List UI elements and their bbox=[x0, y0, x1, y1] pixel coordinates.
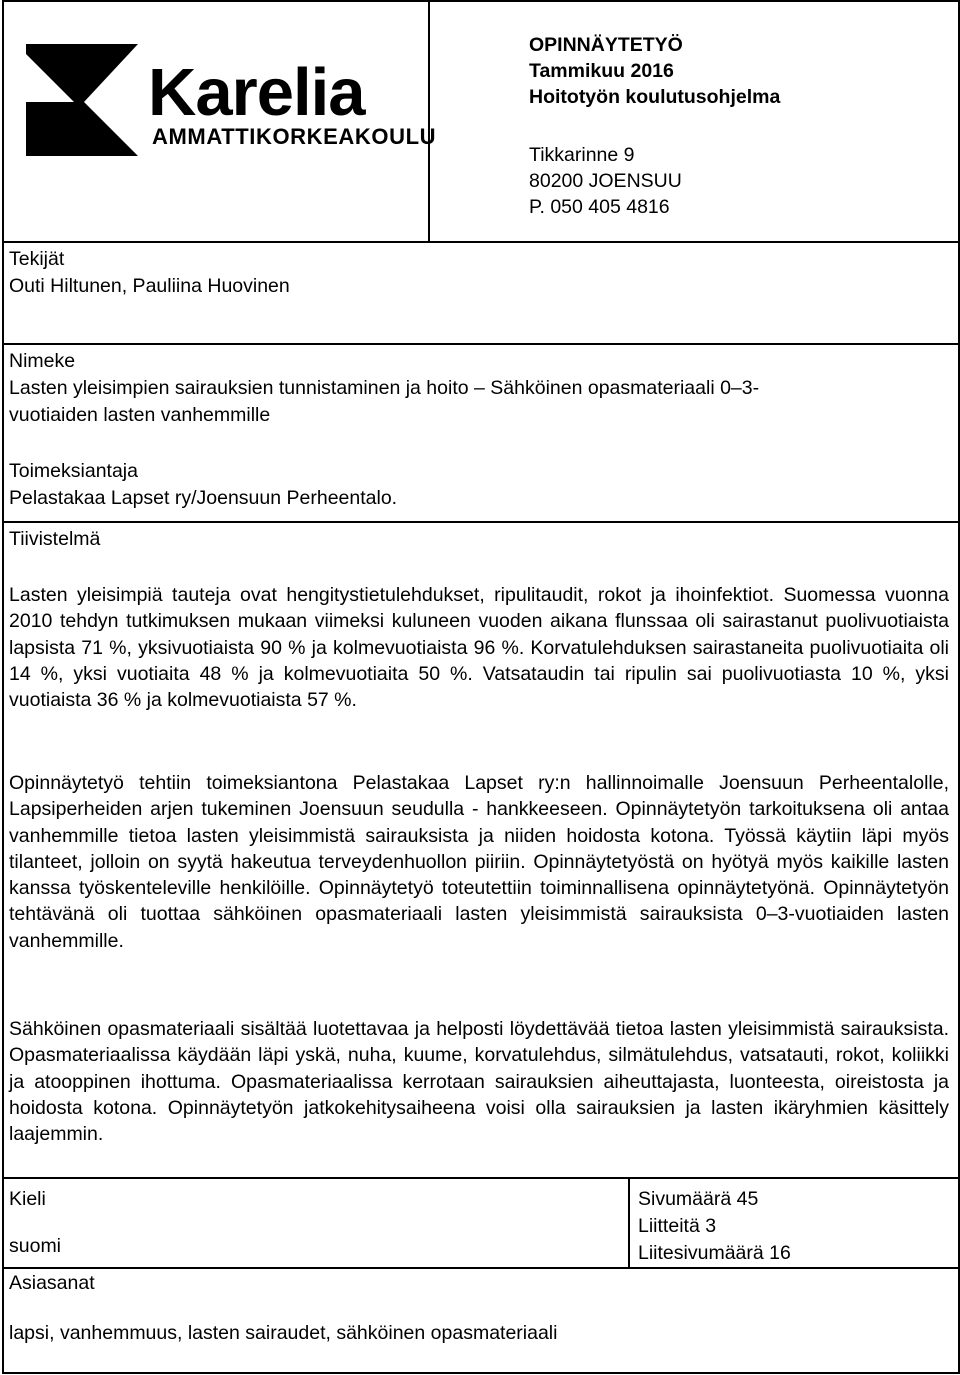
title-line-1: Lasten yleisimpien sairauksien tunnistaminen ja hoito – Sähköinen opasmateriaali 0–3- bbox=[9, 377, 760, 399]
title-line-2: vuotiaiden lasten vanhemmille bbox=[9, 404, 271, 426]
abstract-paragraph-2: Opinnäytetyö tehtiin toimeksiantona Pelastakaa Lapset ry:n hallinnoimalle Joensuun Perheentalolle, Lapsiperheiden arjen tukeminen Joensuun seudulla - hankkeeseen. Opinnäytetyön tarkoituksena oli antaa vanhemmille tietoa lasten yleisimmistä sairauksista ja niiden hoidosta kotona. Työssä käytiin läpi myös tilanteet, jolloin on syytä hakeutua terveydenhuollon piiriin. Opinnäytetyöstä on hyötyä myös kaikille lasten kanssa työskenteleville henkilöille. Opinnäytetyö toteutettiin toiminnallisena opinnäytetyönä. Opinnäytetyön tehtävänä oli tuottaa sähköinen opasmateriaali lasten yleisimmistä sairauksista 0–3-vuotiaiden lasten vanhemmille. bbox=[9, 772, 949, 952]
abstract-paragraph-3: Sähköinen opasmateriaali sisältää luotettavaa ja helposti löydettävää tietoa lasten yleisimmistä sairauksista. Opasmateriaalissa käydään läpi yskä, nuha, kuume, korvatulehdus, silmätulehdus, vatsatauti, rokot, koliikki ja atooppinen ihottuma. Opasmateriaalissa kerrotaan sairauksien aiheuttajasta, luonteesta, oireistosta ja hoidosta kotona. Opinnäytetyön jatkokehitysaiheena voisi olla sairauksien ja lasten ikäryhmien käsittely laajemmin. bbox=[9, 1018, 949, 1146]
language-value: suomi bbox=[9, 1235, 62, 1257]
abstract-label: Tiivistelmä bbox=[9, 528, 101, 550]
appendix-count: Liitteitä 3 bbox=[638, 1215, 717, 1237]
document-date: Tammikuu 2016 bbox=[529, 60, 674, 82]
authors-value: Outi Hiltunen, Pauliina Huovinen bbox=[9, 275, 290, 297]
phone-number: P. 050 405 4816 bbox=[529, 196, 670, 218]
address-city: 80200 JOENSUU bbox=[529, 170, 682, 192]
logo-wordmark: Karelia bbox=[148, 55, 365, 130]
page-count: Sivumäärä 45 bbox=[638, 1188, 759, 1210]
language-cell bbox=[2, 1177, 630, 1269]
header-info-cell bbox=[428, 0, 960, 243]
abstract-paragraph-1: Lasten yleisimpiä tauteja ovat hengitystietulehdukset, ripulitaudit, rokot ja ihoinfektiot. Suomessa vuonna 2010 tehdyn tutkimuksen mukaan viimeksi kuluneen vuoden aikana flunssaa oli sairastanut puolivuotiaista lapsista 71 %, yksivuotiaista 90 % ja kolmevuotiaista 96 %. Korvatulehduksen sairastaneita puolivuotiaita oli 14 %, yksi vuotiaita 48 % ja kolmevuotiaita 50 %. Vatsataudin tai ripulin sai puolivuotiasta 10 %, yksi vuotiaista 36 % ja kolmevuotiaista 57 %. bbox=[9, 584, 949, 712]
logo-subtitle: AMMATTIKORKEAKOULU bbox=[152, 124, 437, 149]
commissioner-value: Pelastakaa Lapset ry/Joensuun Perheentalo. bbox=[9, 487, 398, 509]
programme-name: Hoitotyön koulutusohjelma bbox=[529, 86, 781, 108]
language-label: Kieli bbox=[9, 1188, 46, 1210]
keywords-value: lapsi, vanhemmuus, lasten sairaudet, sähköinen opasmateriaali bbox=[9, 1322, 558, 1344]
keywords-label: Asiasanat bbox=[9, 1272, 95, 1294]
appendix-page-count: Liitesivumäärä 16 bbox=[638, 1242, 791, 1264]
title-label: Nimeke bbox=[9, 350, 76, 372]
commissioner-label: Toimeksiantaja bbox=[9, 460, 138, 482]
document-type: OPINNÄYTETYÖ bbox=[529, 34, 683, 56]
address-street: Tikkarinne 9 bbox=[529, 144, 635, 166]
authors-label: Tekijät bbox=[9, 248, 65, 270]
karelia-mark-icon bbox=[26, 44, 138, 156]
